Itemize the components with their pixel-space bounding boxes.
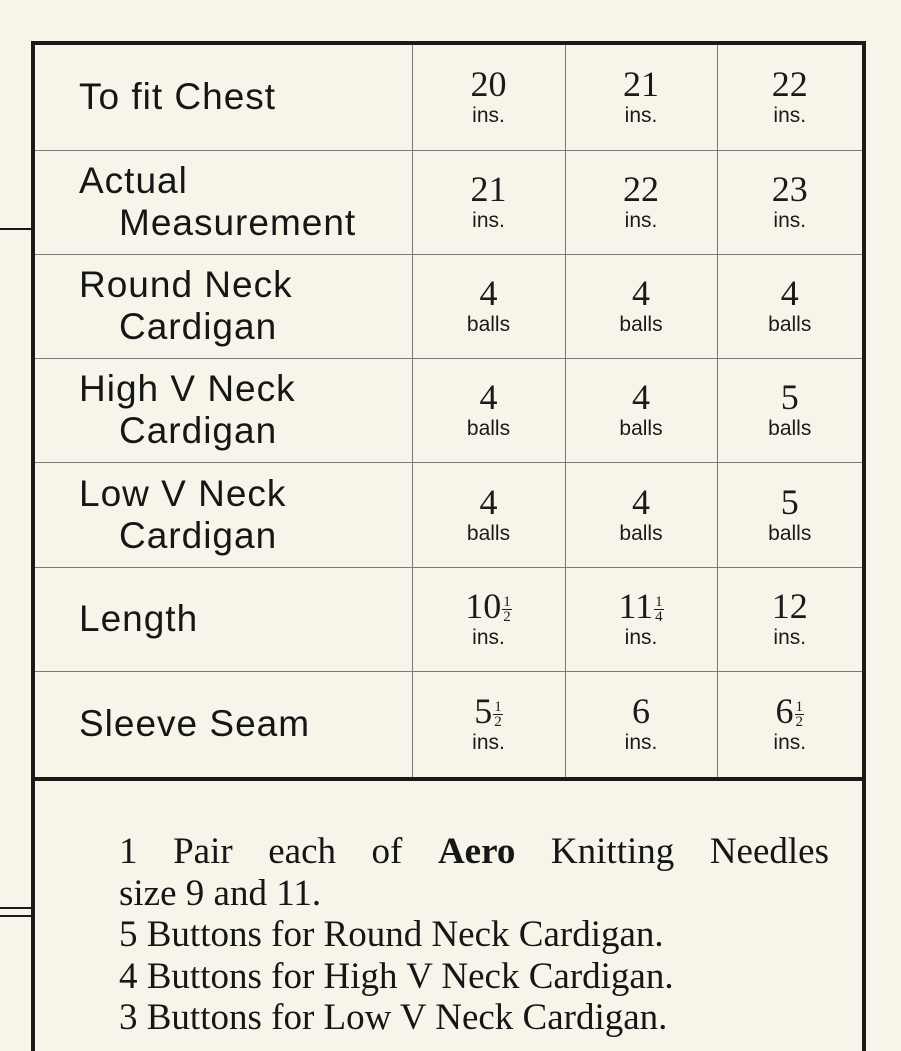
size-value-number: 20	[470, 64, 507, 105]
size-unit: balls	[619, 417, 663, 440]
materials-notes	[119, 831, 829, 1039]
size-value	[718, 274, 863, 312]
notes-line-5: 3 Buttons for Low V Neck Cardigan.	[119, 997, 668, 1038]
table-row	[35, 567, 862, 671]
fraction-denominator: 2	[494, 714, 502, 731]
size-value-number: 5	[474, 691, 493, 732]
size-unit: balls	[768, 521, 812, 545]
size-value	[413, 170, 565, 208]
size-unit: ins.	[773, 626, 807, 649]
table-row	[35, 358, 862, 462]
notes-line-1-text-end: Knitting Needles	[515, 831, 829, 872]
size-unit: ins.	[472, 731, 505, 755]
row-label	[35, 150, 412, 254]
size-value-cell	[412, 358, 565, 462]
size-value-cell	[717, 462, 862, 567]
size-value-cell	[565, 462, 717, 567]
row-label	[35, 254, 412, 358]
size-value-cell	[717, 150, 862, 254]
size-value-cell	[565, 358, 717, 462]
size-value-number: 12	[771, 586, 808, 626]
size-value-number: 4	[632, 481, 650, 522]
row-label	[35, 45, 412, 150]
fraction-denominator: 4	[655, 609, 663, 626]
size-value	[413, 692, 565, 730]
size-value-number: 4	[632, 377, 650, 417]
fraction	[654, 595, 664, 624]
size-value-cell	[412, 462, 565, 567]
size-value-number: 6	[775, 691, 794, 732]
size-value	[566, 170, 717, 208]
size-value	[413, 587, 565, 625]
size-unit: balls	[619, 313, 663, 336]
size-unit: balls	[768, 313, 812, 336]
size-unit: balls	[768, 417, 812, 440]
size-value	[566, 587, 717, 625]
size-unit: balls	[619, 521, 663, 545]
table-row	[35, 150, 862, 254]
size-value	[718, 587, 863, 625]
size-unit: balls	[466, 417, 511, 440]
notes-line-3: 5 Buttons for Round Neck Cardigan.	[119, 914, 664, 955]
table-row	[35, 45, 862, 150]
size-value-number: 22	[771, 64, 808, 105]
section-divider	[35, 777, 862, 781]
table-row	[35, 462, 862, 567]
size-value-cell	[412, 45, 565, 150]
size-value-number: 21	[623, 64, 659, 105]
row-label	[35, 671, 412, 777]
notes-line-1-text: 1 Pair each of	[119, 831, 438, 872]
row-label-line: Cardigan	[119, 410, 278, 451]
size-table-body	[35, 45, 862, 777]
size-value-cell	[565, 254, 717, 358]
size-unit: ins.	[624, 209, 658, 232]
row-label	[35, 358, 412, 462]
row-label-line: To fit Chest	[79, 76, 277, 118]
size-value-number: 4	[479, 273, 498, 313]
fraction-denominator: 2	[795, 714, 803, 731]
size-value-number: 11	[618, 586, 654, 626]
size-value-cell	[412, 671, 565, 777]
fraction	[795, 700, 805, 729]
size-value-cell	[412, 254, 565, 358]
size-value-cell	[412, 150, 565, 254]
size-value-cell	[717, 45, 862, 150]
size-value-number: 21	[470, 169, 507, 209]
fraction-numerator: 1	[795, 699, 803, 716]
table-row	[35, 671, 862, 777]
row-label-line: Actual	[79, 160, 188, 201]
size-value-number: 22	[623, 169, 659, 209]
size-unit: ins.	[472, 209, 505, 232]
size-value	[566, 692, 717, 730]
size-table	[35, 45, 862, 777]
size-value	[566, 378, 717, 416]
size-value	[718, 483, 863, 521]
size-value	[718, 65, 863, 103]
row-label-line: Measurement	[119, 202, 357, 243]
fraction	[502, 595, 512, 624]
size-unit: ins.	[773, 209, 807, 232]
size-unit: ins.	[624, 731, 658, 755]
size-unit: ins.	[472, 626, 505, 649]
row-label-line: Cardigan	[119, 514, 278, 556]
fraction-denominator: 2	[503, 609, 511, 626]
size-unit: balls	[466, 521, 511, 545]
size-unit: ins.	[624, 626, 658, 649]
fraction-numerator: 1	[494, 699, 502, 716]
size-value-cell	[565, 567, 717, 671]
row-label	[35, 567, 412, 671]
row-label-line: Low V Neck	[79, 472, 287, 514]
requirements-frame	[31, 41, 866, 1051]
brand-name: Aero	[437, 831, 516, 872]
notes-line-4: 4 Buttons for High V Neck Cardigan.	[119, 955, 674, 997]
row-label-line: Round Neck	[79, 264, 293, 305]
size-value-cell	[565, 671, 717, 777]
size-unit: ins.	[773, 731, 807, 755]
size-value-cell	[717, 567, 862, 671]
size-unit: balls	[466, 313, 511, 336]
fraction-numerator: 1	[503, 594, 511, 611]
size-unit: ins.	[624, 104, 658, 128]
size-value	[413, 378, 565, 416]
row-label-line: Sleeve Seam	[79, 703, 311, 745]
size-value	[718, 692, 863, 730]
size-value-cell	[717, 358, 862, 462]
size-value-cell	[717, 671, 862, 777]
size-value	[718, 170, 863, 208]
left-margin-rule-upper	[0, 228, 31, 230]
size-value-number: 4	[632, 273, 650, 313]
size-unit: ins.	[773, 104, 807, 128]
row-label	[35, 462, 412, 567]
size-value-number: 6	[632, 691, 650, 732]
notes-line-2: size 9 and 11.	[119, 872, 322, 914]
size-value-number: 4	[780, 273, 799, 313]
size-value-number: 4	[479, 377, 498, 417]
size-value-cell	[412, 567, 565, 671]
size-unit: ins.	[472, 104, 505, 128]
notes-line-1	[119, 831, 829, 873]
left-margin-rule-lower-2	[0, 915, 31, 917]
row-label-line: Length	[79, 598, 199, 639]
size-value-number: 10	[465, 586, 502, 626]
row-label-line: High V Neck	[79, 368, 296, 409]
size-value-number: 5	[780, 481, 799, 522]
table-row	[35, 254, 862, 358]
size-value	[566, 65, 717, 103]
size-value-number: 23	[771, 169, 808, 209]
size-value	[718, 378, 863, 416]
size-value	[566, 274, 717, 312]
size-value-cell	[565, 150, 717, 254]
fraction-numerator: 1	[655, 594, 663, 611]
size-value-cell	[717, 254, 862, 358]
fraction	[493, 700, 503, 729]
size-value	[566, 483, 717, 521]
row-label-line: Cardigan	[119, 306, 278, 347]
size-value-cell	[565, 45, 717, 150]
left-margin-rule-lower-1	[0, 907, 31, 909]
size-value	[413, 65, 565, 103]
size-value	[413, 274, 565, 312]
size-value	[413, 483, 565, 521]
size-value-number: 4	[479, 481, 498, 522]
size-value-number: 5	[780, 377, 799, 417]
